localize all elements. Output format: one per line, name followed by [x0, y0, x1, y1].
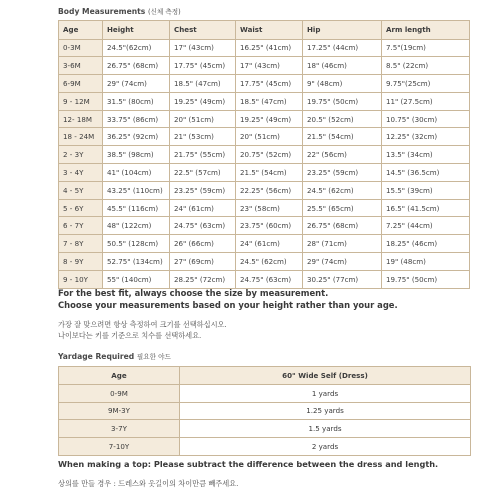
- measurement-cell: 17.25" (44cm): [303, 39, 382, 57]
- header-height: Height: [103, 21, 170, 40]
- body-measurements-title-ko: (신체 측정): [147, 8, 181, 16]
- measurement-cell: 14.5" (36.5cm): [382, 164, 470, 182]
- measurement-cell: 16.5" (41.5cm): [382, 199, 470, 217]
- measurement-cell: 29" (74cm): [103, 75, 170, 93]
- yardage-table: [58, 366, 471, 456]
- age-cell: 6 - 7Y: [59, 217, 103, 235]
- measurement-cell: 18" (46cm): [303, 57, 382, 75]
- yardage-title: [58, 351, 171, 361]
- table-row: [59, 164, 470, 182]
- measurement-cell: 26" (66cm): [170, 235, 236, 253]
- measurement-cell: 22.5" (57cm): [170, 164, 236, 182]
- table-row: [59, 57, 470, 75]
- fit-note-ko-line-2: 나이보다는 키를 기준으로 치수를 선택하세요.: [58, 331, 202, 340]
- measurement-cell: 26.75" (68cm): [103, 57, 170, 75]
- measurement-cell: 9.75"(25cm): [382, 75, 470, 93]
- age-cell: 12- 18M: [59, 110, 103, 128]
- table-row: [59, 146, 470, 164]
- measurement-cell: 43.25" (110cm): [103, 181, 170, 199]
- fit-note-line-2: Choose your measurements based on your height rather than your age.: [58, 300, 398, 310]
- yardage-row: [59, 384, 471, 402]
- fit-note-line-1: For the best fit, always choose the size by measurement.: [58, 288, 329, 298]
- yardage-row: [59, 402, 471, 420]
- measurement-cell: 22" (56cm): [303, 146, 382, 164]
- measurement-cell: 25.5" (65cm): [303, 199, 382, 217]
- measurement-cell: 24" (61cm): [236, 235, 303, 253]
- measurement-cell: 45.5" (116cm): [103, 199, 170, 217]
- measurement-cell: 11" (27.5cm): [382, 92, 470, 110]
- measurement-cell: 20.5" (52cm): [303, 110, 382, 128]
- yardage-amount-cell: 1.5 yards: [180, 420, 471, 438]
- age-cell: 4 - 5Y: [59, 181, 103, 199]
- measurement-cell: 17" (43cm): [236, 57, 303, 75]
- measurement-cell: 22.25" (56cm): [236, 181, 303, 199]
- header-age: Age: [59, 21, 103, 40]
- yardage-amount-cell: 1 yards: [180, 384, 471, 402]
- measurement-cell: 27" (69cm): [170, 253, 236, 271]
- table-row: [59, 110, 470, 128]
- measurement-cell: 23.75" (60cm): [236, 217, 303, 235]
- measurement-cell: 24.5" (62cm): [303, 181, 382, 199]
- measurement-cell: 23.25" (59cm): [170, 181, 236, 199]
- measurement-cell: 29" (74cm): [303, 253, 382, 271]
- age-cell: 18 - 24M: [59, 128, 103, 146]
- age-cell: 9 - 12M: [59, 92, 103, 110]
- table-row: [59, 253, 470, 271]
- measurement-cell: 10.75" (30cm): [382, 110, 470, 128]
- yardage-header-age: Age: [59, 367, 180, 385]
- yardage-age-cell: 0-9M: [59, 384, 180, 402]
- measurement-cell: 24.5"(62cm): [103, 39, 170, 57]
- measurement-cell: 12.25" (32cm): [382, 128, 470, 146]
- measurement-cell: 28" (71cm): [303, 235, 382, 253]
- measurement-cell: 18.25" (46cm): [382, 235, 470, 253]
- age-cell: 0-3M: [59, 39, 103, 57]
- yardage-age-cell: 3-7Y: [59, 420, 180, 438]
- top-making-note: When making a top: Please subtract the difference between the dress and length.: [58, 459, 439, 469]
- age-cell: 3 - 4Y: [59, 164, 103, 182]
- measurement-cell: 19.75" (50cm): [382, 270, 470, 288]
- yardage-amount-cell: 1.25 yards: [180, 402, 471, 420]
- body-measurements-title: [58, 6, 181, 16]
- measurement-cell: 23.25" (59cm): [303, 164, 382, 182]
- table-row: [59, 270, 470, 288]
- table-row: [59, 128, 470, 146]
- measurement-cell: 15.5" (39cm): [382, 181, 470, 199]
- measurement-cell: 19" (48cm): [382, 253, 470, 271]
- header-arm-length: Arm length: [382, 21, 470, 40]
- table-row: [59, 92, 470, 110]
- measurement-cell: 24" (61cm): [170, 199, 236, 217]
- measurement-cell: 52.75" (134cm): [103, 253, 170, 271]
- header-hip: Hip: [303, 21, 382, 40]
- measurement-cell: 19.25" (49cm): [170, 92, 236, 110]
- table-row: [59, 39, 470, 57]
- measurement-cell: 23" (58cm): [236, 199, 303, 217]
- yardage-amount-cell: 2 yards: [180, 438, 471, 456]
- age-cell: 9 - 10Y: [59, 270, 103, 288]
- measurement-cell: 18.5" (47cm): [236, 92, 303, 110]
- yardage-header-row: [59, 367, 471, 385]
- yardage-age-cell: 7-10Y: [59, 438, 180, 456]
- measurement-cell: 36.25" (92cm): [103, 128, 170, 146]
- measurement-cell: 21.5" (54cm): [303, 128, 382, 146]
- top-making-note-ko: 상의를 만들 경우 : 드레스와 옷길이의 차이만큼 빼주세요.: [58, 479, 239, 488]
- measurement-cell: 24.75" (63cm): [170, 217, 236, 235]
- measurement-cell: 7.25" (44cm): [382, 217, 470, 235]
- yardage-row: [59, 420, 471, 438]
- measurement-cell: 20" (51cm): [170, 110, 236, 128]
- age-cell: 7 - 8Y: [59, 235, 103, 253]
- measurement-cell: 50.5" (128cm): [103, 235, 170, 253]
- measurement-cell: 17.75" (45cm): [170, 57, 236, 75]
- measurement-cell: 20.75" (52cm): [236, 146, 303, 164]
- table-row: [59, 75, 470, 93]
- header-waist: Waist: [236, 21, 303, 40]
- measurement-cell: 30.25" (77cm): [303, 270, 382, 288]
- age-cell: 6-9M: [59, 75, 103, 93]
- measurement-cell: 28.25" (72cm): [170, 270, 236, 288]
- age-cell: 2 - 3Y: [59, 146, 103, 164]
- measurement-cell: 8.5" (22cm): [382, 57, 470, 75]
- body-measurements-title-text: Body Measurements: [58, 7, 146, 16]
- measurement-cell: 17.75" (45cm): [236, 75, 303, 93]
- header-chest: Chest: [170, 21, 236, 40]
- age-cell: 8 - 9Y: [59, 253, 103, 271]
- measurement-cell: 24.5" (62cm): [236, 253, 303, 271]
- table-row: [59, 217, 470, 235]
- age-cell: 3-6M: [59, 57, 103, 75]
- table-row: [59, 235, 470, 253]
- measurement-cell: 17" (43cm): [170, 39, 236, 57]
- measurement-cell: 9" (48cm): [303, 75, 382, 93]
- measurement-cell: 7.5"(19cm): [382, 39, 470, 57]
- table-header-row: [59, 21, 470, 40]
- yardage-age-cell: 9M-3Y: [59, 402, 180, 420]
- measurement-cell: 21.5" (54cm): [236, 164, 303, 182]
- measurement-cell: 26.75" (68cm): [303, 217, 382, 235]
- measurement-cell: 13.5" (34cm): [382, 146, 470, 164]
- body-measurements-table: [58, 20, 470, 289]
- yardage-row: [59, 438, 471, 456]
- measurement-cell: 55" (140cm): [103, 270, 170, 288]
- fit-note-ko-line-1: 가장 잘 맞으려면 항상 측정하여 크기를 선택하십시오.: [58, 320, 227, 329]
- measurement-cell: 48" (122cm): [103, 217, 170, 235]
- yardage-title-ko: 필요한 야드: [136, 353, 171, 361]
- measurement-cell: 21.75" (55cm): [170, 146, 236, 164]
- age-cell: 5 - 6Y: [59, 199, 103, 217]
- table-row: [59, 181, 470, 199]
- table-row: [59, 199, 470, 217]
- measurement-cell: 41" (104cm): [103, 164, 170, 182]
- measurement-cell: 31.5" (80cm): [103, 92, 170, 110]
- measurement-cell: 18.5" (47cm): [170, 75, 236, 93]
- measurement-cell: 33.75" (86cm): [103, 110, 170, 128]
- yardage-header-fabric: 60" Wide Self (Dress): [180, 367, 471, 385]
- measurement-cell: 38.5" (98cm): [103, 146, 170, 164]
- yardage-title-text: Yardage Required: [58, 352, 135, 361]
- measurement-cell: 19.25" (49cm): [236, 110, 303, 128]
- measurement-cell: 20" (51cm): [236, 128, 303, 146]
- measurement-cell: 16.25" (41cm): [236, 39, 303, 57]
- measurement-cell: 21" (53cm): [170, 128, 236, 146]
- measurement-cell: 19.75" (50cm): [303, 92, 382, 110]
- measurement-cell: 24.75" (63cm): [236, 270, 303, 288]
